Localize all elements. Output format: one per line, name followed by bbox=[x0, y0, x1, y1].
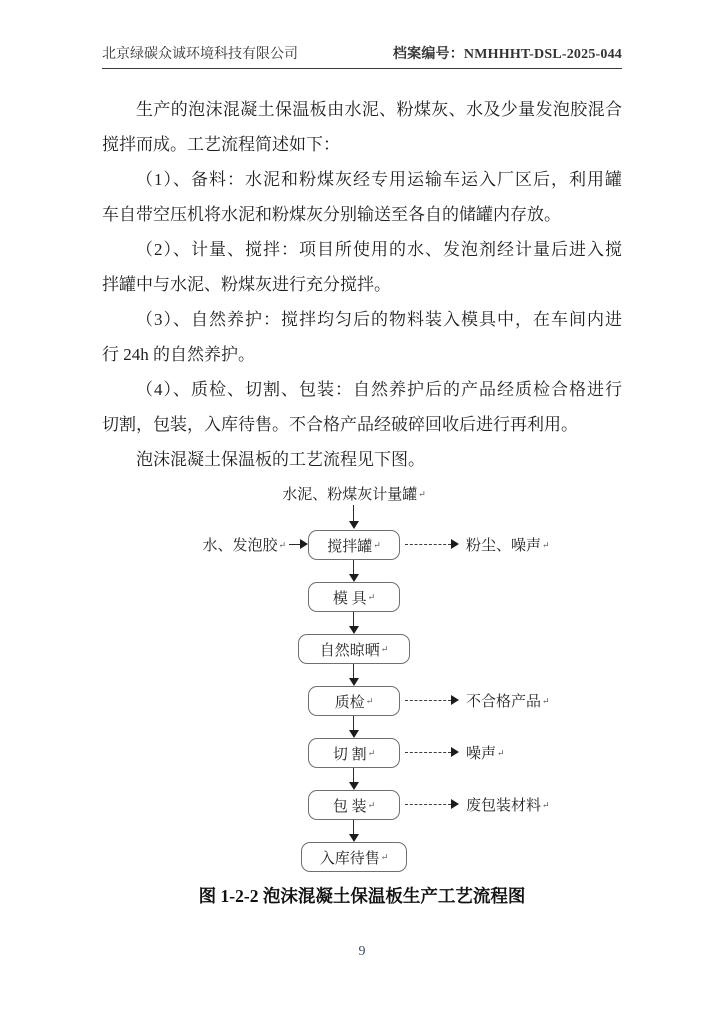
paragraph-line: 搅拌而成。工艺流程简述如下： bbox=[102, 135, 340, 154]
company-name: 北京绿碳众诚环境科技有限公司 bbox=[102, 47, 298, 62]
page-number: 9 bbox=[358, 944, 366, 959]
paragraph-line: 车自带空压机将水泥和粉煤灰分别输送至各自的储罐内存放。 bbox=[102, 205, 561, 224]
paragraph-line: 切割，包装，入库待售。不合格产品经破碎回收后进行再利用。 bbox=[102, 415, 578, 434]
flow-source-text: 水泥、粉煤灰计量罐 bbox=[282, 487, 418, 503]
flow-box-label: 自然晾晒 bbox=[319, 642, 380, 659]
flow-dashed-connector bbox=[405, 544, 451, 545]
flow-dashed-connector bbox=[405, 804, 451, 805]
process-flowchart bbox=[102, 477, 622, 877]
return-mark: ↵ bbox=[367, 747, 376, 758]
arrow-right-icon bbox=[451, 539, 459, 549]
arrow-down-icon bbox=[349, 834, 359, 842]
flow-connector bbox=[353, 664, 354, 678]
paragraph-line: （2）、计量、搅拌：项目所使用的水、发泡剂经计量后进入搅 bbox=[136, 240, 622, 259]
return-mark: ↵ bbox=[542, 800, 550, 810]
paragraph-line: （3）、自然养护：搅拌均匀后的物料装入模具中，在车间内进 bbox=[136, 310, 622, 329]
flow-emission-text: 废包装材料 bbox=[466, 798, 542, 814]
flow-connector bbox=[353, 560, 354, 574]
paragraph-line: 泡沫混凝土保温板的工艺流程见下图。 bbox=[136, 450, 425, 469]
return-mark: ↵ bbox=[365, 695, 374, 706]
archive-number: 档案编号：NMHHHT-DSL-2025-044 bbox=[392, 47, 622, 62]
flow-connector bbox=[353, 612, 354, 626]
return-mark: ↵ bbox=[542, 696, 550, 706]
arrow-right-icon bbox=[451, 747, 459, 757]
return-mark: ↵ bbox=[373, 539, 381, 550]
flow-connector bbox=[353, 505, 354, 521]
figure-caption: 图 1-2-2 泡沫混凝土保温板生产工艺流程图 bbox=[198, 886, 526, 906]
flow-source-label bbox=[224, 483, 484, 504]
flow-box-cutting bbox=[308, 738, 400, 768]
flow-box-label: 包 装 bbox=[332, 798, 367, 815]
arrow-down-icon bbox=[349, 521, 359, 529]
flow-emission-label bbox=[466, 535, 550, 556]
flow-dashed-connector bbox=[405, 752, 451, 753]
return-mark: ↵ bbox=[542, 540, 550, 550]
flow-emission-text: 不合格产品 bbox=[466, 694, 542, 710]
return-mark: ↵ bbox=[418, 489, 426, 499]
paragraph-line: （4）、质检、切割、包装：自然养护后的产品经质检合格进行 bbox=[136, 380, 622, 399]
flow-box-packing bbox=[308, 790, 400, 820]
flow-box-label: 模 具 bbox=[332, 590, 367, 607]
arrow-down-icon bbox=[349, 782, 359, 790]
flow-emission-label bbox=[466, 795, 550, 816]
flow-box-mixing-tank bbox=[308, 530, 400, 560]
arrow-right-icon bbox=[451, 799, 459, 809]
flow-box-natural-drying bbox=[298, 634, 410, 664]
flow-connector bbox=[353, 820, 354, 834]
flow-dashed-connector bbox=[405, 700, 451, 701]
flow-emission-label bbox=[466, 691, 550, 712]
flow-input-text: 水、发泡胶 bbox=[202, 538, 278, 554]
paragraph-line: 生产的泡沫混凝土保温板由水泥、粉煤灰、水及少量发泡胶混合 bbox=[136, 100, 622, 119]
paragraph-line: 行 24h 的自然养护。 bbox=[102, 345, 255, 364]
arrow-down-icon bbox=[349, 626, 359, 634]
body-text bbox=[102, 92, 622, 477]
flow-emission-label bbox=[466, 743, 505, 764]
arrow-down-icon bbox=[349, 730, 359, 738]
return-mark: ↵ bbox=[497, 748, 505, 758]
flow-input-label bbox=[152, 535, 286, 556]
page-header bbox=[102, 46, 622, 69]
return-mark: ↵ bbox=[367, 799, 376, 810]
flow-connector bbox=[353, 716, 354, 730]
flow-connector bbox=[353, 768, 354, 782]
flow-box-warehouse-sale bbox=[301, 842, 407, 872]
return-mark: ↵ bbox=[380, 643, 389, 654]
return-mark: ↵ bbox=[380, 851, 389, 862]
arrow-down-icon bbox=[349, 678, 359, 686]
flow-box-label: 入库待售 bbox=[319, 850, 380, 867]
return-mark: ↵ bbox=[367, 591, 376, 602]
flow-emission-text: 噪声 bbox=[466, 746, 497, 762]
flow-box-quality-check bbox=[308, 686, 400, 716]
flow-box-label: 搅拌罐 bbox=[327, 538, 373, 555]
return-mark: ↵ bbox=[278, 540, 286, 550]
arrow-right-icon bbox=[300, 539, 308, 549]
flow-box-mould bbox=[308, 582, 400, 612]
arrow-down-icon bbox=[349, 574, 359, 582]
flow-emission-text: 粉尘、噪声 bbox=[466, 538, 542, 554]
paragraph-line: （1）、备料：水泥和粉煤灰经专用运输车运入厂区后，利用罐 bbox=[136, 170, 622, 189]
paragraph-line: 拌罐中与水泥、粉煤灰进行充分搅拌。 bbox=[102, 275, 391, 294]
flow-box-label: 切 割 bbox=[332, 746, 367, 763]
arrow-right-icon bbox=[451, 695, 459, 705]
flow-box-label: 质检 bbox=[334, 694, 365, 711]
